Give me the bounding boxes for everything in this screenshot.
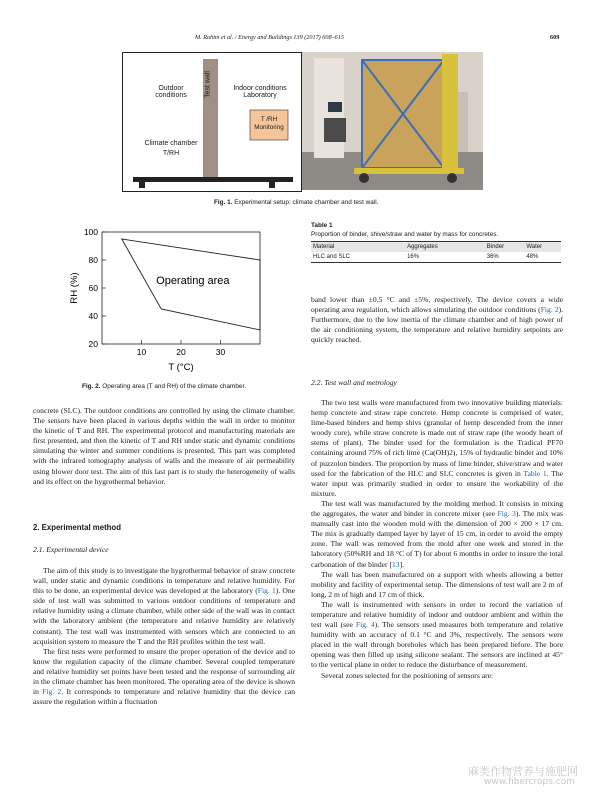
fig2-caption xyxy=(82,383,246,390)
table-cell: 16% xyxy=(407,254,420,260)
paragraph: band lower than ±0.5 °C and ±5%, respectively. The device covers a wide operating area regulation, which allows simulating the outdoor conditions (Fig. 2). Furthermore, due to the low inertia of the climate chamber and of high power of the air conditioning system, the temperature and relative humidity setpoints are quickly reached. xyxy=(311,295,563,345)
fig2-link[interactable]: Fig. 2 xyxy=(540,305,559,315)
fig1-chamber-label: Climate chamber T/RH xyxy=(144,140,198,157)
running-header: M. Rahim et al. / Energy and Buildings 139 (2017) 608–615 xyxy=(195,34,344,41)
fig1-diagram xyxy=(122,52,302,192)
subsection-heading: 2.2. Test wall and metrology xyxy=(311,378,397,387)
fig2-chart xyxy=(55,222,280,374)
page-number: 609 xyxy=(550,34,560,41)
y-tick-label: 100 xyxy=(83,227,98,237)
table-header-cell: Material xyxy=(313,244,335,250)
table-header-cell: Binder xyxy=(486,244,505,250)
section-heading: 2. Experimental method xyxy=(33,523,121,532)
fig4-link[interactable]: Fig. 4 xyxy=(355,620,375,630)
fig1-test-wall-label: Test wall xyxy=(204,71,212,98)
paragraph: Several zones selected for the positioning of sensors are: xyxy=(321,670,494,680)
fig1-caption xyxy=(214,199,378,206)
y-tick-label: 20 xyxy=(88,339,98,349)
fig1-outdoor-label: Outdoor conditions xyxy=(155,85,187,99)
table-header-cell: Water xyxy=(526,244,543,250)
paragraph: The two test walls were manufactured from two innovative building materials: hemp concrete and straw rape concrete. Hemp concrete is comprised of water, lime-based binders and hemp shivs (granular of hemp descended from the inner woody core), while straw concrete is made out of straw rape (the woody heart of stems of plant). The binder used for the formulation is the Tradical PF70 containing around 75% of rich lime (Ca(OH)2), 15% of hydraulic binder and 10% of puzzolon binders. The proportion by mass of lime binder, shive/straw and water used for the fabrication of the HLC and SLC concretes is given in Table 1. The water input was primarily studied in order to ensure the workability of the mixture. xyxy=(311,398,563,498)
table1-caption: Proportion of binder, shive/straw and water by mass for concretes. xyxy=(311,231,499,238)
left-column-body xyxy=(33,566,295,707)
fig1-link[interactable]: Fig. 1 xyxy=(257,586,276,596)
watermark-url: www.fibercrops.com xyxy=(484,777,575,787)
table1 xyxy=(311,241,561,263)
fig1-monitoring-label: T /RH Monitoring xyxy=(254,116,284,131)
x-tick-label: 30 xyxy=(215,347,226,357)
table-cell: 48% xyxy=(526,254,539,260)
ref13-link[interactable]: 13 xyxy=(391,559,400,569)
paragraph: The test wall was manufactured by the molding method. It consists in mixing the aggregates, the water and binder in concrete mixer (see Fig. 3). The mix was manually cast into the wooden mold with the dimension of 200 × 200 × 17 cm. The mix is gradually damped layer by layer of 15 cm, in order to avoid the empty zone. The wall was removed from the mold after one week and stored in the laboratory (50%RH and 18 °C of T) for about 6 months in order to insure the total carbonation of the binder [13]. xyxy=(311,498,563,569)
table-header-cell: Aggregates xyxy=(407,244,438,250)
paragraph: concrete (SLC). The outdoor conditions are controlled by using the climate chamber. The sensors have been placed in various depths within the wall in order to monitor the kinetic of T and RH. The experimental protocol and manufacturing materials are first presented, and then the kinetic of T and RH under static and dynamic conditions simulating the winter and summer conditions is presented. This part was completed with the infrared tomography analysis of walls and the measure of air permeability using blower door test. The aim of this last part is to study the heterogeneity of walls and its effect on the hygrothermal behavior. xyxy=(33,406,295,486)
right-column-body xyxy=(311,398,563,681)
table-cell: HLC and SLC xyxy=(313,254,351,260)
fig2-link[interactable]: Fig. 2 xyxy=(42,687,62,697)
paragraph: The aim of this study is to investigate the hygrothermal behavior of straw concrete wall, under static and dynamic conditions in temperature and relative humidity. For this to be done, an experimental device was developed at the laboratory (Fig. 1). One side of test wall was submitted to various outdoor conditions of temperature and relative humidity using a climate chamber, while other side of the wall was in contact with the laboratory ambient (the temperature and relative humidity are relatively constant). The test wall was instrumented with sensors which are connected to an acquisition system to measure the T and the RH profiles within the test wall. xyxy=(33,566,295,646)
fig1-caption-text: Experimental setup: climate chamber and test wall. xyxy=(234,199,379,206)
fig1-caption-label: Fig. 1. xyxy=(214,199,233,206)
paragraph: The wall is instrumented with sensors in order to record the variation of temperature and relative humidity of indoor and outdoor ambient and within the test wall (see Fig. 4). The sensors used measures both temperature and relative humidity with an accuracy of 0.1 °C and 3%, respectively. The sensors were placed in the wall through boreholes which has been prepared before. The bore opening was then filled up using silicone sealant. The sensors are inclined at 45° to the vertical plane in order to reduce the disturbance of measurement. xyxy=(311,599,563,670)
paragraph: The first tests were performed to ensure the proper operation of the device and to know the regulation capacity of the climate chamber. Several coupled temperature and relative humidity set points have been tested and the response of surrounding air in the climate chamber has been monitored. The operating area of the device is shown in Fig. 2. It corresponds to temperature and relative humidity that the device can assure the regulation within a fluctuation xyxy=(33,646,295,707)
watermark-cn: 麻类作物营养与施肥网 xyxy=(468,765,578,778)
left-column xyxy=(33,406,295,487)
fig1-photo xyxy=(302,52,483,190)
x-tick-label: 20 xyxy=(176,347,186,357)
fig2-caption-label: Fig. 2. xyxy=(82,383,101,390)
subsection-heading: 2.1. Experimental device xyxy=(33,545,109,554)
x-tick-label: 10 xyxy=(136,347,147,357)
y-tick-label: 40 xyxy=(88,311,98,321)
y-tick-label: 80 xyxy=(88,255,98,265)
table1-link[interactable]: Table 1 xyxy=(523,468,547,478)
fig1-indoor-label: Indoor conditions Laboratory xyxy=(233,85,287,99)
paragraph: The wall has been manufactured on a support with wheels allowing a better mobility and facility of experimental setup. The dimensions of test wall are 2 m of long, 2 m of high and 17 cm of thick. xyxy=(311,569,563,599)
fig3-link[interactable]: Fig. 3 xyxy=(497,509,516,519)
table-row xyxy=(311,252,561,263)
y-axis-label: RH (%) xyxy=(69,272,80,304)
operating-area-label: Operating area xyxy=(156,274,230,287)
table-cell: 36% xyxy=(486,254,499,260)
x-axis-label: T (°C) xyxy=(168,362,194,373)
table1-label: Table 1 xyxy=(311,222,333,229)
y-tick-label: 60 xyxy=(88,283,98,293)
fig2-caption-text: Operating area (T and RH) of the climate chamber. xyxy=(102,383,246,390)
right-column-top xyxy=(311,295,563,345)
plot-frame xyxy=(102,232,260,344)
